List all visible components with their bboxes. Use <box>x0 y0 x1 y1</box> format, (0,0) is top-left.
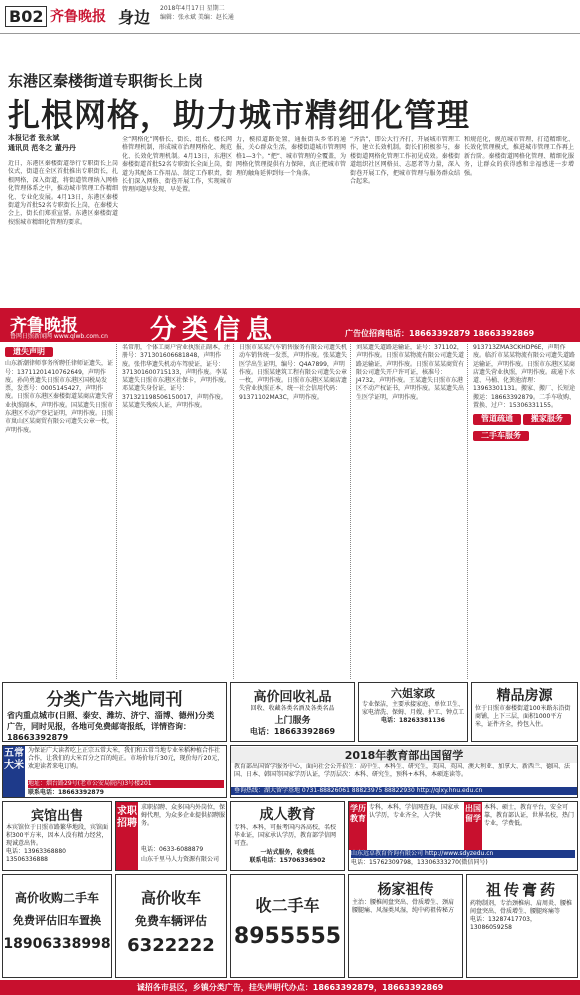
ad-recruitment: 求职招聘 求职招聘、众多国内外岗位，保姆代理，为众多企业提供招聘服务。 电话：0633-6088879 山东千里马人力资源有限公司 <box>115 801 227 871</box>
ad-adult-education: 成人教育 专科、本科，可报考国内各高校，名校毕业证，国家承认学历，教育部学信网可查。 一站式服务，收费低 联系电话：15706336902 <box>230 801 345 871</box>
ad-study-abroad: 2018年教育部出国留学 教育部出国留学服务中心，面向社会公开招生：高中生、本科生、研究生，美国、英国、澳大利亚、加拿大、新西兰、德国、法国、日本、韩国等国家学历认证，学历层次：本科、研究生，预科+本科，本硕连读等。 垂询热线：湖大留学基地 0731-88826061 88823975 88822930 http://qlxy.hnu.edu.cn <box>230 745 578 798</box>
ad-rice: 五常大米 为保证广大读者吃上正宗五常大米，我们和五常当地专业米稻种植合作社合作，让我们的大米百分之百的纯正。市场价每斤30元，现价每斤20元，欢迎读者来电订购。 地址：烟台路29号(老市公安局院内)3号楼201 联系电话：18663392879 <box>2 745 227 798</box>
classified-banner <box>0 308 580 345</box>
page-header <box>0 0 580 34</box>
ad-property: 精品房源 位于日照市秦楼街道100米路东沿街商铺，上下三层，面积1000平方米，证件齐全，拎包入住。 <box>471 682 578 742</box>
banner-hotline: 广告位招商电话：18663392879 18663392869 <box>345 329 535 338</box>
banner-url: 鲁网日照新闻网 www.qlwb.com.cn <box>10 333 108 340</box>
newspaper-logo: 齐鲁晚报 <box>50 9 106 25</box>
ad-yang-family-remedy: 杨家祖传 主治：腰椎间盘突出、骨质增生、颈肩腰腿痛、风湿类风湿，纯中药祖传秘方 <box>348 874 463 978</box>
category-label: 遗失声明 <box>5 347 53 357</box>
classified-column: 刘某遗失道路运输证，证号：371102，声明作废。日照市某物流有限公司遗失道路运输证，声明作废。日照市某某商贸有限公司遗失开户许可证，核准号：J4732，声明作废。王某遗失日照市东港区不动产权证书，声明作废。某某遗失出生医学证明，声明作废。 <box>353 344 468 679</box>
article-byline: 本报记者 张永斌 通讯员 范冬之 董丹丹 <box>8 134 76 152</box>
ad-hotel-sale: 宾馆出售 本宾馆位于日照市路繁华地段，宾馆面积300平方米，因本人没有精力经营，现诚意出售。 电话：13963368880 13506336888 <box>2 801 112 871</box>
category-label: 二手车服务 <box>473 431 529 441</box>
section-title: 身边 <box>118 8 151 27</box>
banner-title: 分类信息 <box>150 315 279 345</box>
article-column: “齐活”，即公大行齐打，开展城市管理工作，建立长效机制。街长们积极参与，秦楼街道网格化管理工作初见成效。秦楼街道组织社区网格员、志愿者等力量，深入街巷开展工作，把城市管理与服务群众结合起来。 <box>350 136 460 186</box>
classified-column: 日照市某某汽车销售服务有限公司遗失机动车销售统一发票，声明作废。张某遗失医学出生证明，编号：Q4A7899，声明作废。日照某建筑工程有限公司遗失公章一枚，声明作废。日照市东港区某商店遗失营业执照正本，统一社会信用代码：91371102MA3C，声明作废。 <box>236 344 351 679</box>
article-column: 全“网格化”网格长、街长、组长、楼长网格管理机制，形成城市治理网格化、规范化、长效化管理机制。4月13日，东港区秦楼街道首批52名专职街长全面上岗，街道为其配备工作用品、制定工作职责，街长们深入网格、街巷开展工作，实现城市管理问题早发现、早处置。 <box>122 136 232 194</box>
article-column: 近日，东港区秦楼街道举行专职街长上岗仪式，街道在全区首批推出专职街长，扎根网格，深入街道，将街道管理纳入网格化管理体系之中，推动城市管理工作精细化、专业化发展。4月13日，东港区秦楼街道为首批52名专职街长上岗，在秦楼大会上，街长们郑重宣誓。东港区秦楼街道按照城市精细化管理的要求。 <box>8 160 118 226</box>
ad-second-hand-car: 收二手车 8955555 <box>230 874 345 978</box>
article-column: 和规范化，规范城市管理，打造精细化、长效化管理模式，推进城市管理工作再上新台阶。秦楼街道网格化管理、精细化服务，让群众的获得感和幸福感进一步增强。 <box>464 136 574 177</box>
ad-six-city: 分类广告六地同刊 省内重点城市(日照、泰安、潍坊、济宁、淄博、德州)分类广告，同时见报，各地可免费邮寄报纸，详情咨询：18663392879 <box>2 682 227 742</box>
ad-used-car-buy: 高价收购二手车 免费评估旧车置换 18906338998 <box>2 874 112 978</box>
ad-car-recycle: 高价收车 免费车辆评估 6322222 <box>115 874 227 978</box>
article-column: 力，模拟道路处置，通报街头乡邻的通报，关心群众生活，秦楼街道城市管理网格1—3个。“把”、城市管理的全覆盖，为网格化管理提供有力保障，真正把城市管理的触角延伸到每一个角落。 <box>236 136 346 177</box>
ad-plaster: 祖传膏药 药物制剂，专治颈椎病、肩周炎、腰椎间盘突出、骨质增生、腰腿疼痛等 电话：13287417703，13086059258 <box>466 874 578 978</box>
page-number: B02 <box>5 6 47 27</box>
category-label: 搬家服务 <box>523 414 571 424</box>
page-footer: 诚招各市县区，乡镇分类广告，挂失声明代办点：18663392879，18663392869 <box>0 980 580 995</box>
classified-column: 名常朋，个体工商户营业执照正副本，注册号：371301606681848，声明作废。张伟华遗失机动车驾驶证，证号：371301600715133，声明作废。李某某遗失日照市东港区社保卡，声明作废。邓某遗失身份证，证号：371321198506150017，声明作废。某某遗失残疾人证，声明作废。 <box>119 344 234 679</box>
header-meta: 2018年4月17日 星期二 编辑：张永斌 美编：赵长通 <box>160 5 234 21</box>
classified-column: 913713ZMA3CKHDP6E，声明作废。临沂市某某物流有限公司遗失道路运输证，声明作废。日照市东港区某商店遗失营业执照，声明作废。疏通下水道、马桶、化粪池清理：13963301131。搬家、搬厂、长短途搬运：18663392879。二手车收购、置换、过户：15306331155。 管道疏通 搬家服务 二手车服务 <box>473 344 576 440</box>
category-label: 管道疏通 <box>473 414 521 424</box>
article-kicker: 东港区秦楼街道专职街长上岗 <box>8 72 204 90</box>
ad-gift-recycling: 高价回收礼品 回收、收藏各类名酒及各类名品 上门服务 电话：18663392869 <box>230 682 355 742</box>
article-headline: 扎根网格，助力城市精细化管理 <box>8 96 471 134</box>
banner-logo: 齐鲁晚报 <box>10 316 78 336</box>
ad-education-abroad: 学历教育 专科，本科，学信网查询，国家承认学历，专业齐全，入学快 出国留学 本科、硕士，教育平台，安全可靠，教育部认证，世界名校，热门专业，学费低。 山东远卓教育咨询有限公司 http://www.sdyzedu.cn 电话：15762309798，13306333270(微信同号) <box>348 801 578 871</box>
classified-column: 遗失声明 山东新潮律师事务所聘任律师证遗失，证号：13711201410762649，声明作废。孙尚勇遗失日照市东港区国税局发票，发票号：0005145427，声明作废。日照市东港区秦楼街道某商店遗失营业执照副本，声明作废。国某遗失日照市东港区不动产登记证明，声明作废。日照市岚山区某商贸有限公司遗失公章一枚，声明作废。 <box>2 344 117 679</box>
ad-housekeeping: 六姐家政 专业保洁，主要承接家庭、单位卫生、家电清洗、保姆、月嫂、护工、钟点工 电话：18263381136 <box>358 682 468 742</box>
